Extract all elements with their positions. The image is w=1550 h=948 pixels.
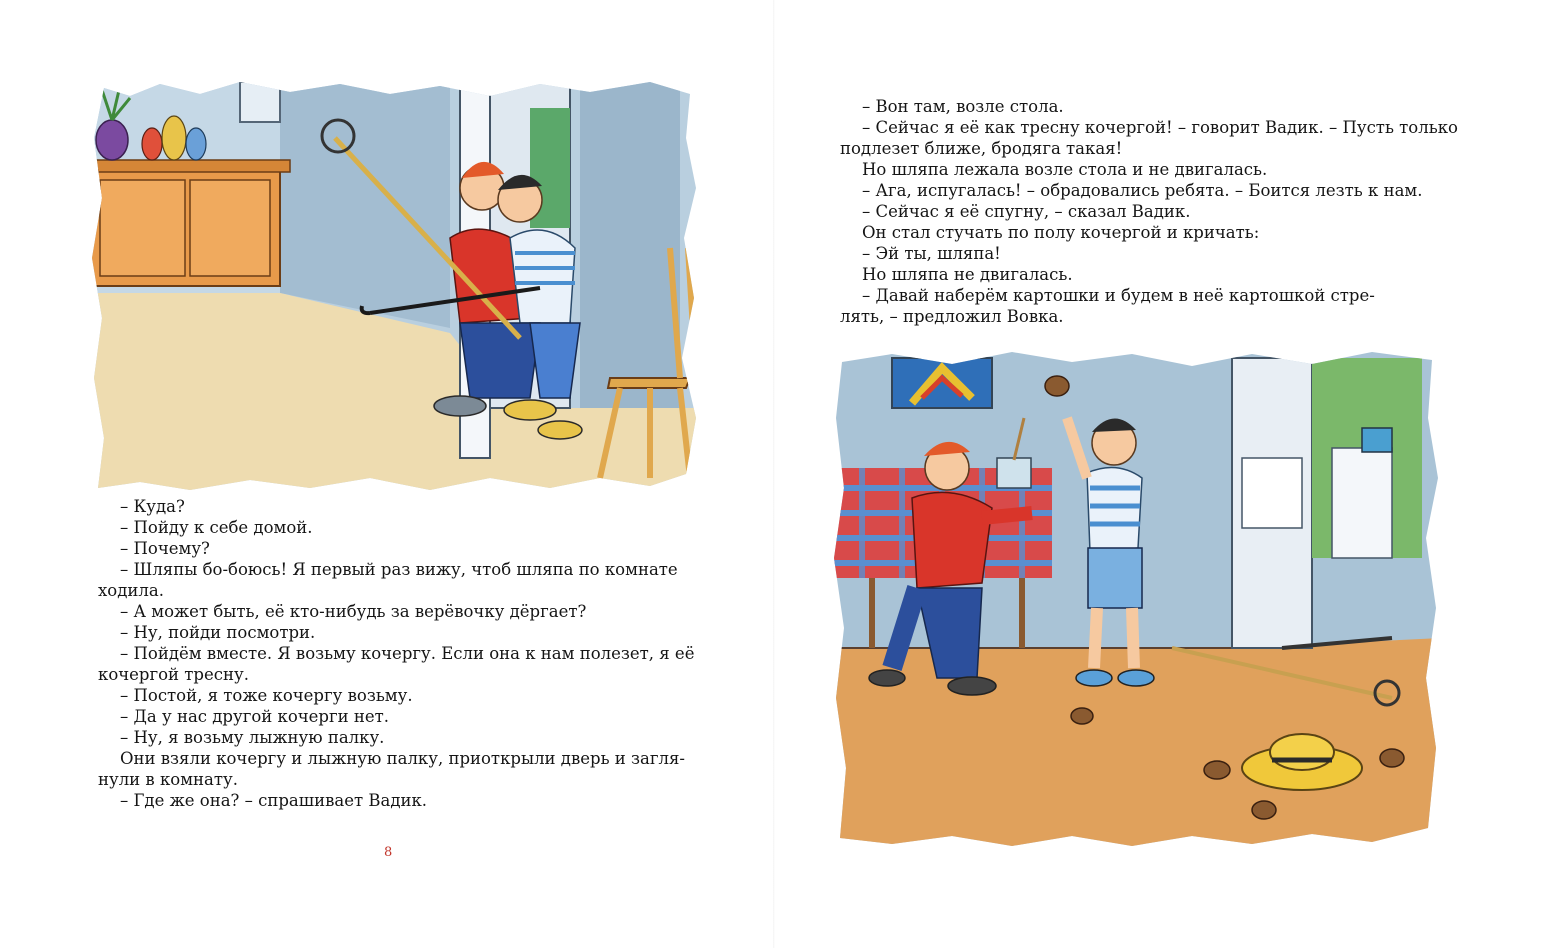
text-line: – Сейчас я её как тресну кочергой! – говорит Вадик. – Пусть только	[862, 118, 1458, 137]
text-line: – Вон там, возле стола.	[862, 97, 1064, 116]
text-line: – Ну, пойди посмотри.	[120, 623, 316, 642]
text-line: – Ага, испугалась! – обрадовались ребята. – Боится лезть к нам.	[862, 181, 1423, 200]
text-line: – Пойдём вместе. Я возьму кочергу. Если она к нам полезет, я её	[120, 644, 695, 663]
text-line: Они взяли кочергу и лыжную палку, приоткрыли дверь и загля-	[120, 749, 685, 768]
text-line: Но шляпа не двигалась.	[862, 265, 1073, 284]
text-line: – Шляпы бо-боюсь! Я первый раз вижу, чтоб шляпа по комнате	[120, 560, 678, 579]
text-line: – Где же она? – спрашивает Вадик.	[120, 791, 428, 810]
text-line: – Сейчас я её спугну, – сказал Вадик.	[862, 202, 1191, 221]
text-line: – Куда?	[120, 497, 185, 516]
text-line: – Пойду к себе домой.	[120, 518, 313, 537]
text-line: подлезет ближе, бродяга такая!	[840, 139, 1123, 158]
text-line: – Давай наберём картошки и будем в неё картошкой стре-	[862, 286, 1375, 305]
text-line: – Ну, я возьму лыжную палку.	[120, 728, 385, 747]
text-line: ходила.	[98, 581, 164, 600]
text-line: – Да у нас другой кочерги нет.	[120, 707, 390, 726]
right-illustration	[832, 348, 1442, 850]
text-line: нули в комнату.	[98, 770, 238, 789]
right-page	[775, 0, 1550, 948]
two-boys-peeking-illustration-icon	[90, 78, 702, 496]
text-line: Он стал стучать по полу кочергой и кричать:	[862, 223, 1260, 242]
left-page-text	[98, 496, 695, 811]
text-line: – Постой, я тоже кочергу возьму.	[120, 686, 413, 705]
text-line: кочергой тресну.	[98, 665, 249, 684]
left-illustration	[90, 78, 702, 496]
boys-throwing-potatoes-illustration-icon	[832, 348, 1442, 850]
text-line: – Почему?	[120, 539, 210, 558]
right-page-text	[840, 96, 1458, 327]
text-line: Но шляпа лежала возле стола и не двигалась.	[862, 160, 1268, 179]
text-line: лять, – предложил Вовка.	[840, 307, 1064, 326]
text-line: – Эй ты, шляпа!	[862, 244, 1001, 263]
page-number: 8	[384, 845, 393, 860]
text-line: – А может быть, её кто-нибудь за верёвочку дёргает?	[120, 602, 587, 621]
